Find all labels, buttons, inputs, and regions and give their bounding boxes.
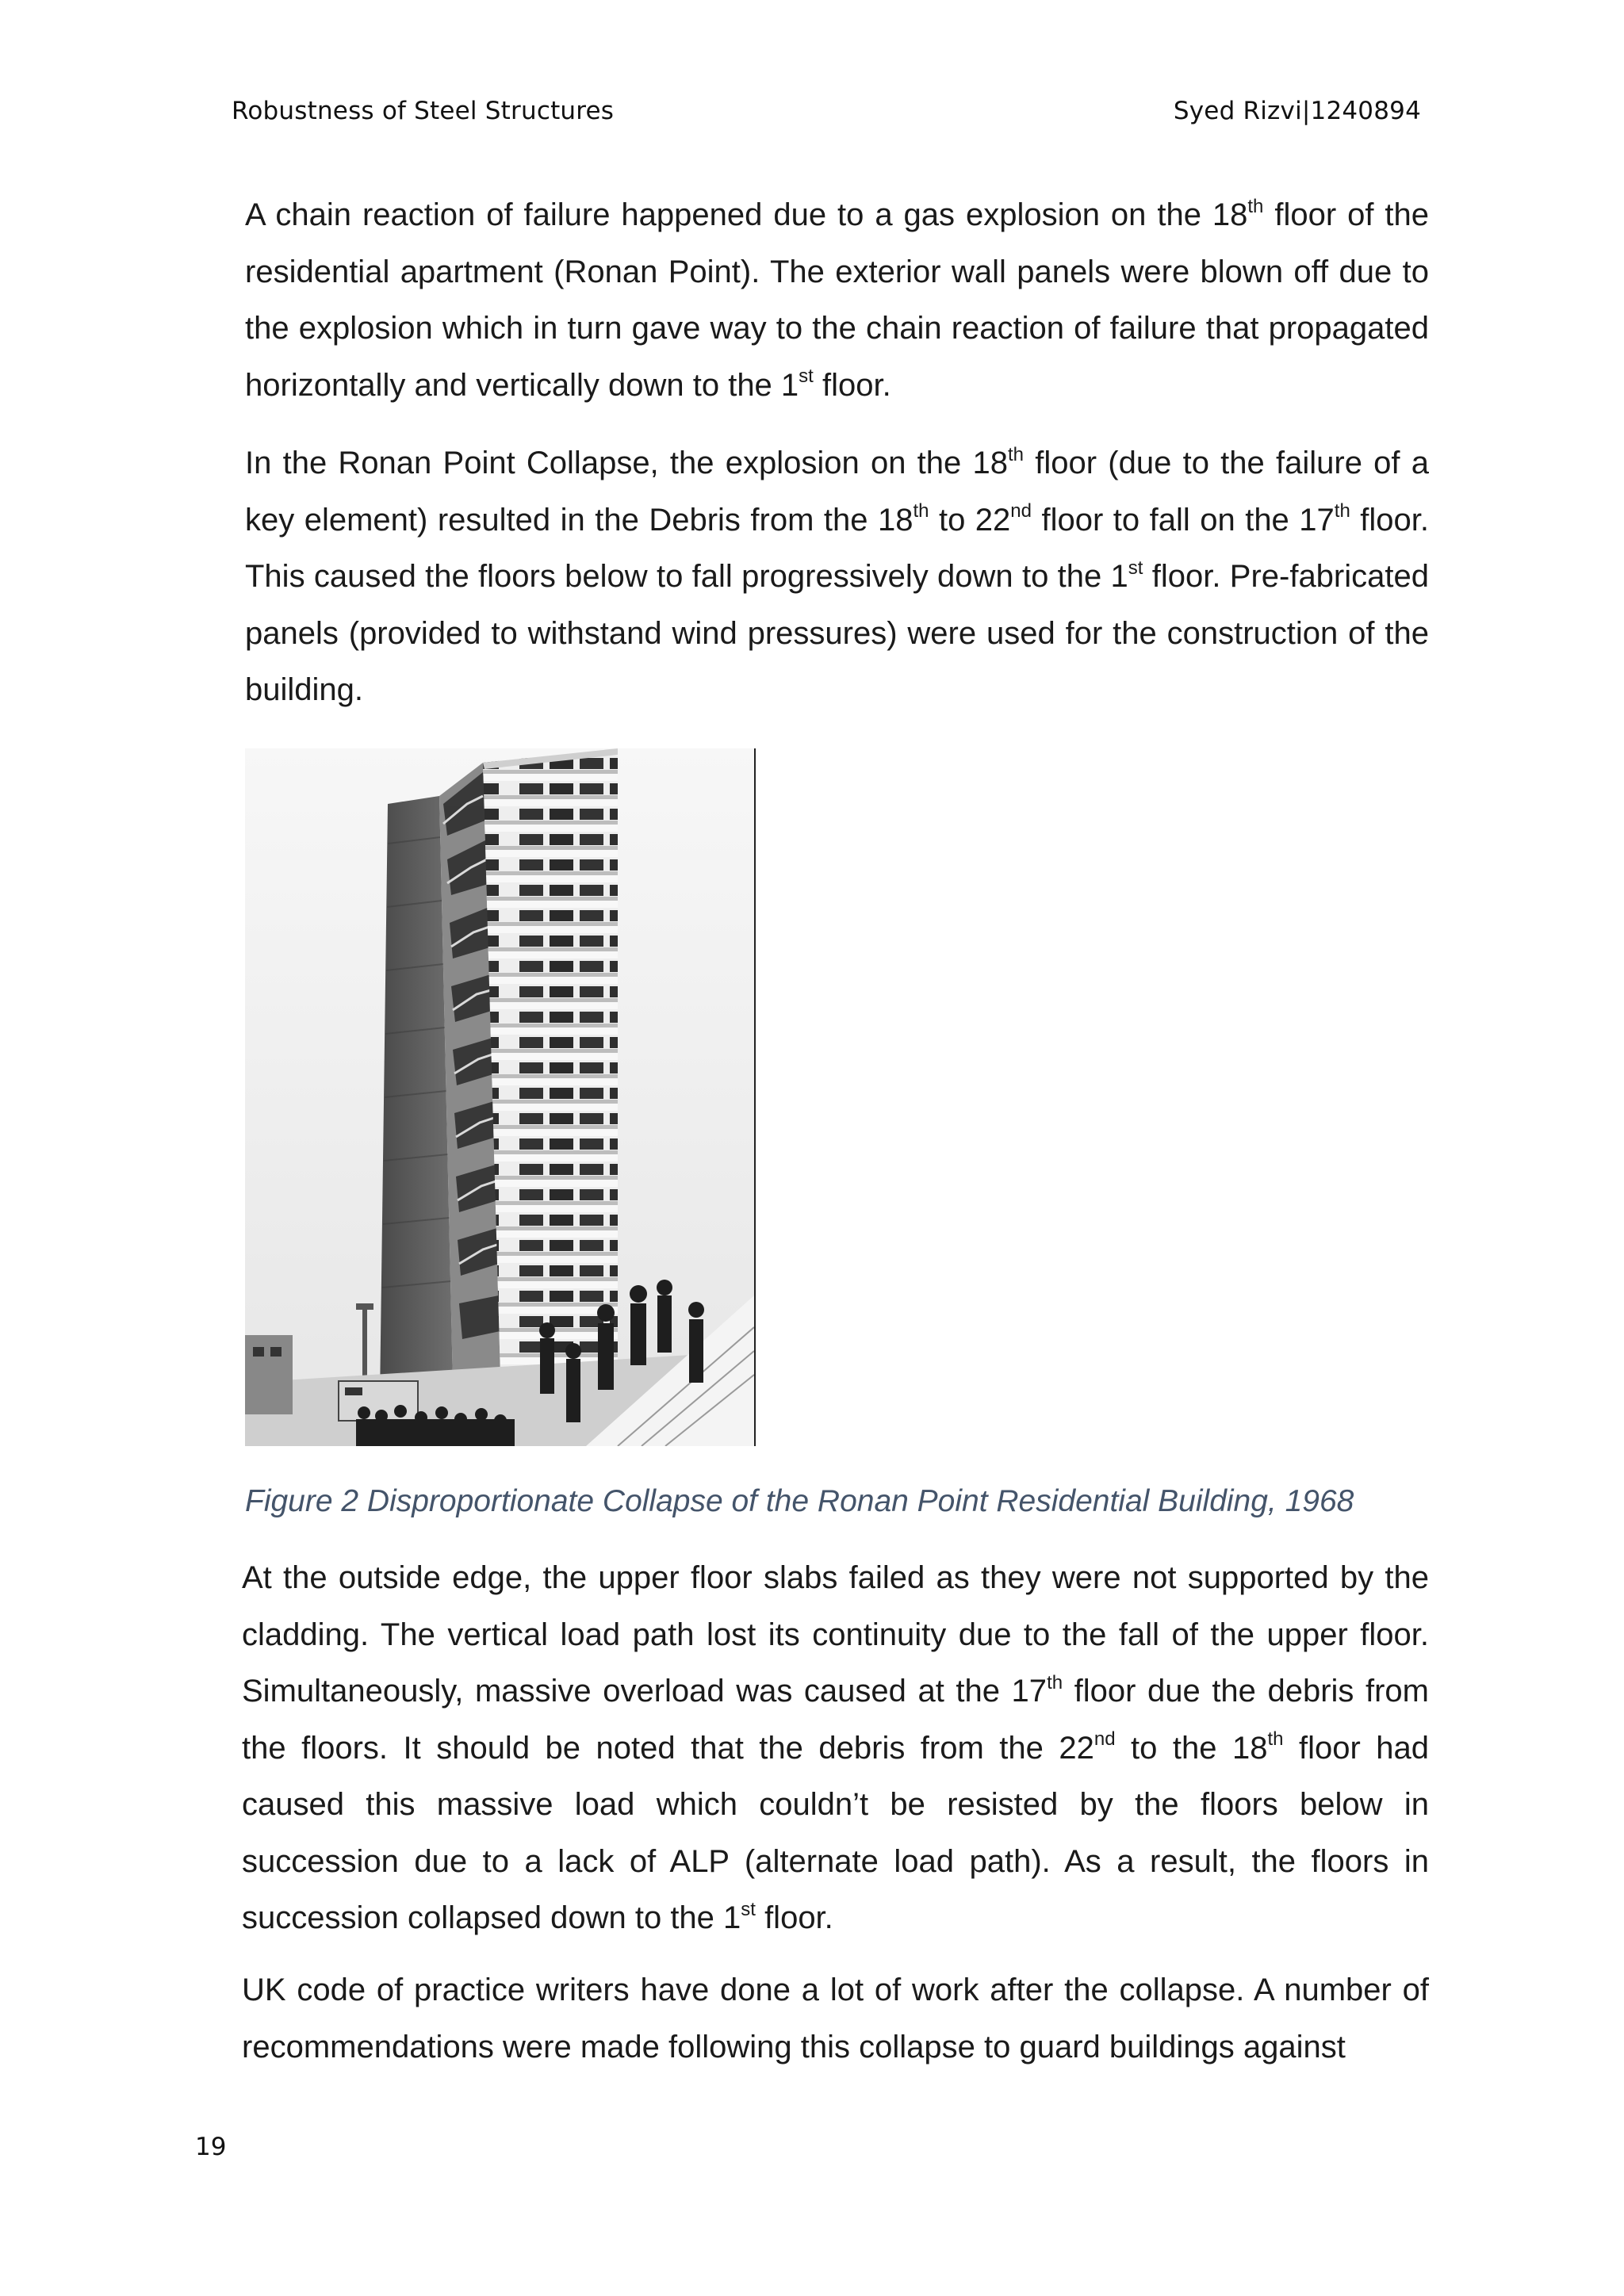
paragraph-explosion-summary — [245, 187, 1429, 414]
page-number: 19 — [195, 2133, 227, 2161]
ordinal-superscript: th — [1047, 1671, 1063, 1693]
text-run: floor to fall on the 17 — [1032, 502, 1335, 538]
text-run: floor. — [813, 367, 891, 403]
text-run: floor due the debris from the floors. It should be noted that the debris from the 22 — [242, 1674, 1429, 1766]
figure-caption: Figure 2 Disproportionate Collapse of the Ronan Point Residential Building, 1968 — [245, 1484, 1354, 1518]
text-run: floor of the residential apartment (Ronan Point). The exterior wall panels were blown off due to the explosion which in turn gave way to the chain reaction of failure that propagated horizontally and vertically down to the 1 — [245, 197, 1429, 403]
paragraph-code-recommendations — [242, 1962, 1429, 2076]
ordinal-superscript: st — [1128, 557, 1143, 579]
ordinal-superscript: nd — [1010, 500, 1032, 522]
running-header-title: Robustness of Steel Structures — [232, 97, 615, 125]
ordinal-superscript: th — [1008, 443, 1025, 465]
ordinal-superscript: th — [1334, 500, 1350, 522]
text-run: floor. This caused the floors below to fall progressively down to the 1 — [245, 502, 1429, 594]
paragraph-collapse-sequence — [245, 435, 1429, 719]
text-run: UK code of practice writers have done a lot of work after the collapse. A number of recommendations were made following this collapse to guard buildings against — [242, 1973, 1429, 2064]
ordinal-superscript: st — [799, 365, 814, 388]
text-run: to the 18 — [1115, 1730, 1268, 1766]
paragraph-load-path-failure — [242, 1550, 1429, 1947]
ordinal-superscript: th — [913, 500, 929, 522]
ordinal-superscript: th — [1267, 1728, 1284, 1751]
running-header-author: Syed Rizvi|1240894 — [1173, 97, 1421, 125]
text-run: floor. — [755, 1900, 833, 1935]
ordinal-superscript: nd — [1094, 1728, 1116, 1751]
text-run: floor. Pre-fabricated panels (provided to withstand wind pressures) were used for the construction of the building. — [245, 559, 1429, 707]
text-run: At the outside edge, the upper floor slabs failed as they were not supported by the cladding. The vertical load path lost its continuity due to the fall of the upper floor. Simultaneously, massive overload was caused at the 17 — [242, 1560, 1429, 1709]
text-run: In the Ronan Point Collapse, the explosion on the 18 — [245, 446, 1009, 480]
ordinal-superscript: st — [741, 1898, 756, 1920]
ronan-point-collapse-photo — [245, 748, 756, 1446]
ordinal-superscript: th — [1247, 195, 1264, 217]
text-run: floor had caused this massive load which couldn’t be resisted by the floors below in succession due to a lack of ALP (alternate load path). As a result, the floors in succession collapsed down to the 1 — [242, 1730, 1430, 1935]
text-run: A chain reaction of failure happened due to a gas explosion on the 18 — [245, 197, 1248, 232]
text-run: to 22 — [929, 502, 1011, 538]
text-run: floor (due to the failure of a key element) resulted in the Debris from the 18 — [245, 446, 1430, 538]
